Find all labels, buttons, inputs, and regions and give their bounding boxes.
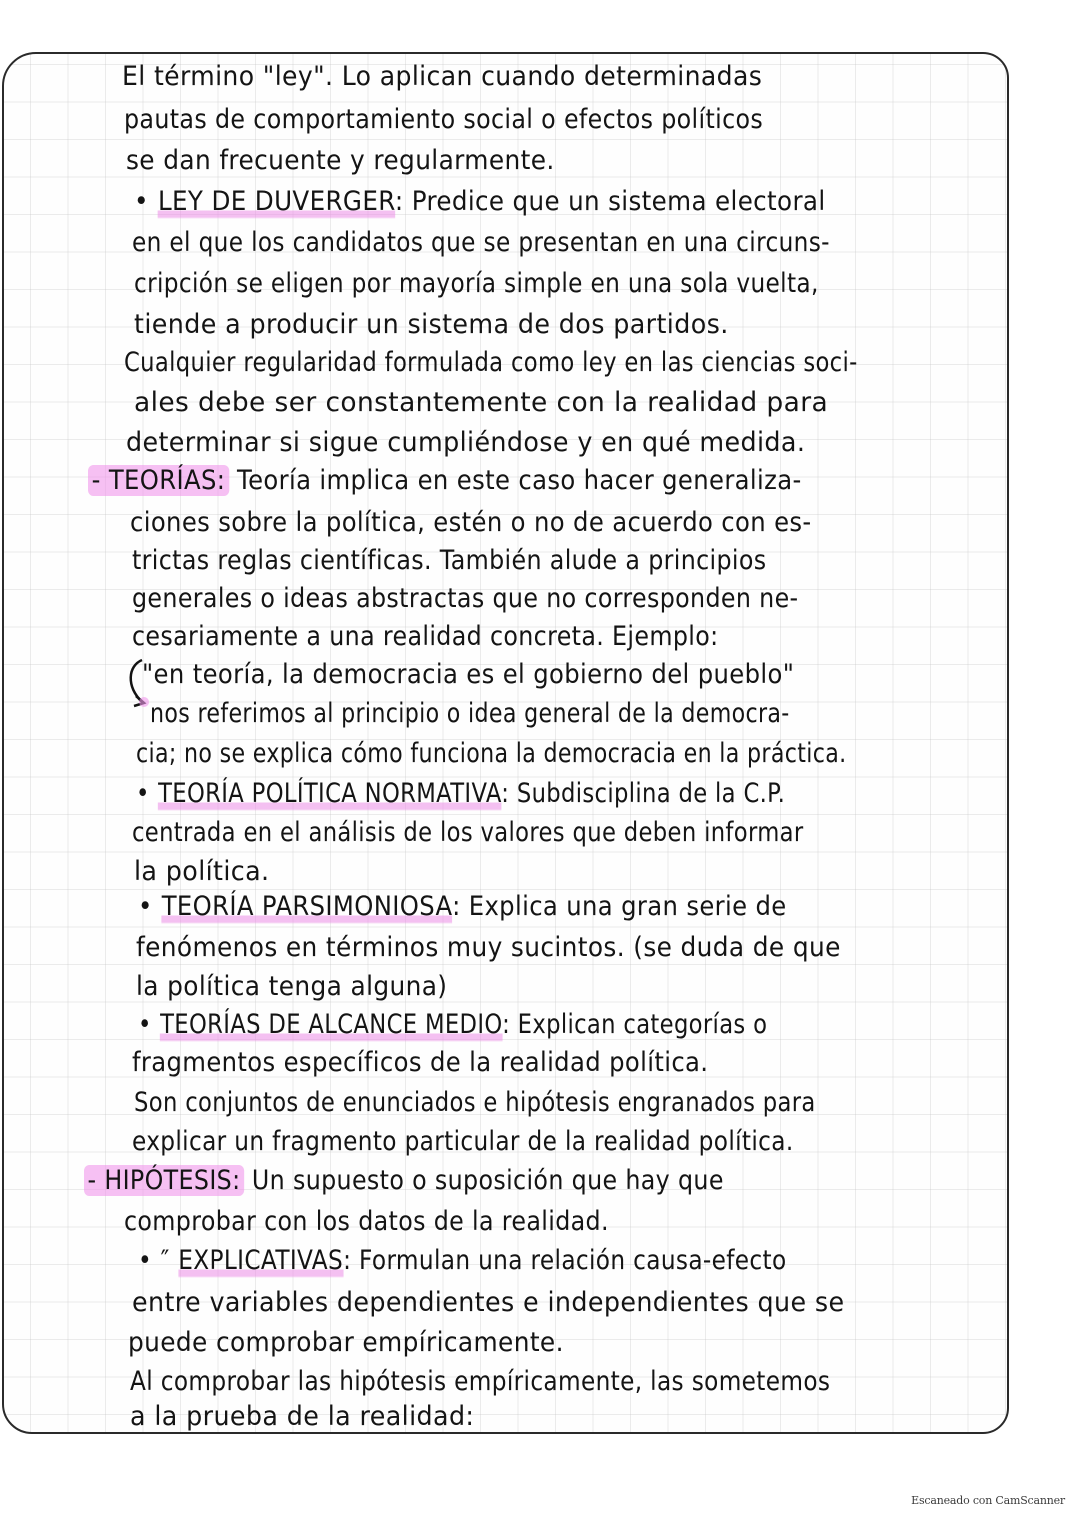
definition-hipotesis-explicativas — [138, 1244, 787, 1278]
text-line: determinar si sigue cumpliéndose y en qué medida. — [126, 427, 806, 458]
ditto-mark-icon: ″ — [160, 1245, 170, 1276]
text-line: en el que los candidatos que se presentan en una circuns- — [132, 227, 830, 258]
text-line: Son conjuntos de enunciados e hipótesis engranados para — [134, 1087, 816, 1118]
text-line: cesariamente a una realidad concreta. Ejemplo: — [132, 621, 719, 652]
text-line: ciones sobre la política, estén o no de acuerdo con es- — [130, 507, 812, 538]
term-teoria-politica-normativa: TEORÍA POLÍTICA NORMATIVA — [158, 778, 502, 809]
text-line: ales debe ser constantemente con la realidad para — [134, 387, 829, 418]
text-line: comprobar con los datos de la realidad. — [124, 1206, 609, 1237]
text-line: El término "ley". Lo aplican cuando determinadas — [122, 61, 763, 92]
definition-text: : Explican categorías o — [502, 1009, 768, 1040]
text-line: Al comprobar las hipótesis empíricamente, las sometemos — [130, 1366, 831, 1397]
curved-arrow-icon — [120, 656, 160, 712]
section-hipotesis — [84, 1164, 724, 1198]
text-line: generales o ideas abstractas que no corresponden ne- — [132, 583, 799, 614]
definition-teorias-alcance-medio — [138, 1008, 767, 1042]
term-ley-duverger: LEY DE DUVERGER — [157, 186, 395, 217]
bullet-icon: • — [134, 186, 149, 217]
bullet-icon: • — [136, 778, 150, 809]
text-line: cripción se eligen por mayoría simple en una sola vuelta, — [134, 268, 819, 299]
text-line: se dan frecuente y regularmente. — [126, 145, 555, 176]
bullet-icon: • — [138, 1009, 152, 1040]
text-line: fragmentos específicos de la realidad política. — [132, 1047, 709, 1078]
text-line: la política. — [134, 856, 270, 887]
text-line: a la prueba de la realidad: — [130, 1401, 475, 1432]
text-line: centrada en el análisis de los valores que deben informar — [132, 817, 804, 848]
text-line: trictas reglas científicas. También alude a principios — [132, 545, 767, 576]
definition-teoria-parsimoniosa — [138, 890, 787, 924]
section-heading-hipotesis: - HIPÓTESIS: — [84, 1165, 244, 1196]
definition-ley-duverger — [134, 185, 826, 219]
text-line: cia; no se explica cómo funciona la democracia en la práctica. — [136, 738, 847, 769]
bullet-icon: • — [138, 1245, 153, 1276]
text-line: nos referimos al principio o idea general de la democra- — [150, 698, 790, 729]
text-line: fenómenos en términos muy sucintos. (se duda de que — [136, 932, 841, 963]
definition-text: : Predice que un sistema electoral — [394, 186, 826, 217]
text-line: Cualquier regularidad formulada como ley en las ciencias soci- — [124, 347, 858, 378]
definition-text: Teoría implica en este caso hacer generaliza- — [228, 465, 802, 496]
definition-text: : Formulan una relación causa-efecto — [343, 1245, 787, 1276]
scanner-watermark: Escaneado con CamScanner — [911, 1494, 1065, 1507]
text-line: tiende a producir un sistema de dos partidos. — [134, 309, 729, 340]
text-line: entre variables dependientes e independientes que se — [132, 1287, 845, 1318]
text-line: la política tenga alguna) — [136, 971, 448, 1002]
section-heading-teorias: - TEORÍAS: — [88, 465, 229, 496]
definition-teoria-politica-normativa — [136, 777, 785, 811]
notebook-page — [2, 52, 1009, 1434]
definition-text: : Explica una gran serie de — [452, 891, 787, 922]
term-explicativas: EXPLICATIVAS — [178, 1245, 344, 1276]
bullet-icon: • — [138, 891, 153, 922]
example-quote: "en teoría, la democracia es el gobierno del pueblo" — [142, 659, 795, 690]
term-teorias-alcance-medio: TEORÍAS DE ALCANCE MEDIO — [160, 1009, 503, 1040]
text-line: pautas de comportamiento social o efectos políticos — [124, 104, 764, 135]
term-teoria-parsimoniosa: TEORÍA PARSIMONIOSA — [161, 891, 453, 922]
text-line: puede comprobar empíricamente. — [128, 1327, 564, 1358]
definition-text: Un supuesto o suposición que hay que — [244, 1165, 724, 1196]
section-teorias — [88, 464, 802, 498]
text-line: explicar un fragmento particular de la realidad política. — [132, 1126, 794, 1157]
definition-text: : Subdisciplina de la C.P. — [501, 778, 786, 809]
